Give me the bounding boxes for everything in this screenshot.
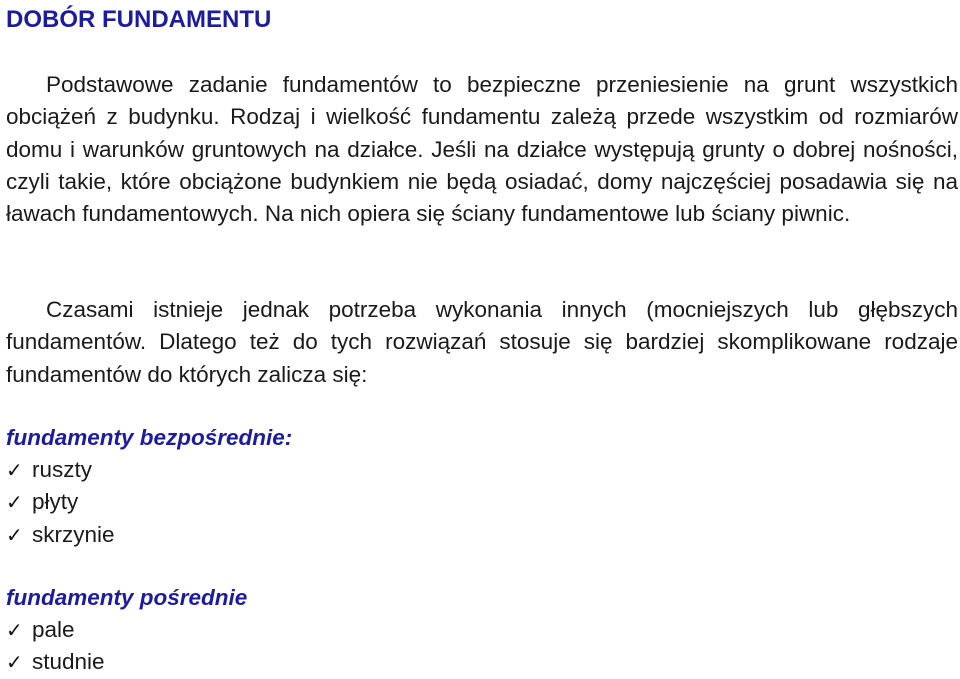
- checkmark-icon: ✓: [6, 458, 23, 482]
- checkmark-icon: ✓: [6, 522, 23, 547]
- checkmark-icon: ✓: [6, 490, 23, 515]
- direct-foundations-list: [6, 454, 115, 551]
- checkmark-icon: ✓: [6, 618, 23, 642]
- list-item: [6, 454, 115, 486]
- list-item: [6, 519, 115, 551]
- list-item: [6, 614, 105, 646]
- indirect-foundations-list: [6, 614, 105, 679]
- list-item-label: płyty: [32, 489, 79, 515]
- page-title: DOBÓR FUNDAMENTU: [6, 6, 272, 33]
- list-item: [6, 486, 115, 518]
- list-item-label: pale: [32, 617, 75, 642]
- list-item-label: studnie: [32, 649, 105, 675]
- intro-paragraph: Podstawowe zadanie fundamentów to bezpieczne przeniesienie na grunt wszystkich obciążeń z budynku. Rodzaj i wielkość fundamentu zależą przede wszystkim od rozmiarów domu i warunków gruntowych na działce. Jeśli na działce występują grunty o dobrej nośności, czyli takie, które obciążone budynkiem nie będą osiadać, domy najczęściej posadawia się na ławach fundamentowych. Na nich opiera się ściany fundamentowe lub ściany piwnic.: [6, 72, 958, 227]
- second-paragraph: Czasami istnieje jednak potrzeba wykonania innych (mocniejszych lub głębszych fundamentów. Dlatego też do tych rozwiązań stosuje się bardziej skomplikowane rodzaje fundamentów do których zalicza się:: [6, 297, 958, 387]
- list-item: [6, 646, 105, 678]
- checkmark-icon: ✓: [6, 650, 23, 675]
- section-heading-indirect: fundamenty pośrednie: [6, 585, 248, 610]
- section-heading-direct: fundamenty bezpośrednie:: [6, 425, 293, 450]
- list-item-label: ruszty: [32, 457, 93, 482]
- list-item-label: skrzynie: [32, 521, 115, 547]
